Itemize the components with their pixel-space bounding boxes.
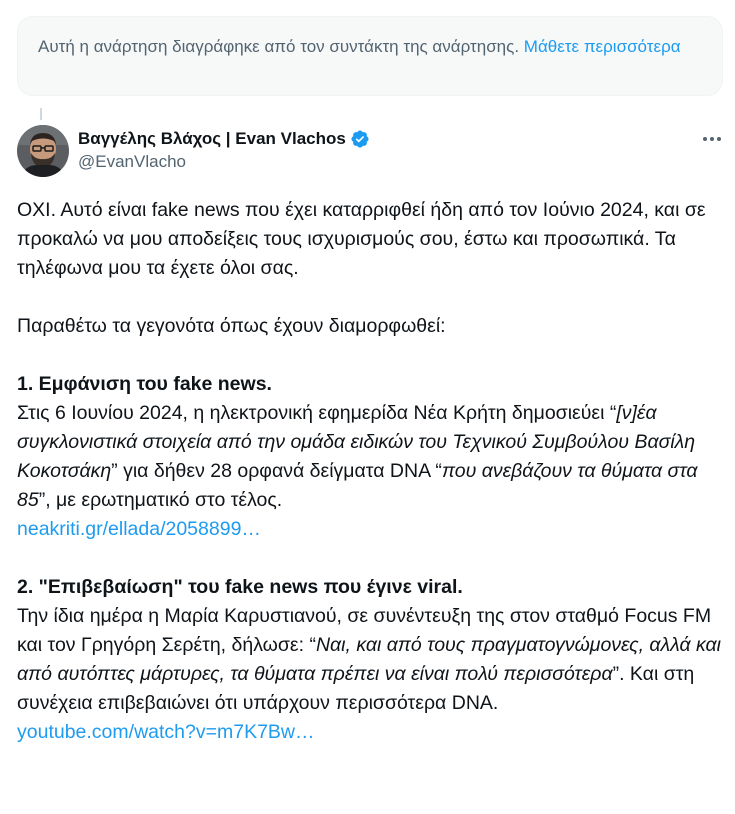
- more-options-icon[interactable]: [701, 129, 723, 149]
- section-2-text: Την ίδια ημέρα η Μαρία Καρυστιανού, σε συνέντευξη της στον σταθμό Focus FM και τον Γρηγόρη Σερέτη, δήλωσε: “Ναι, και από τους πραγματογνώμονες, αλλά και από αυτόπτες μάρτυρες, τα θύματα πρέπει να είναι πολύ περισσότερα”. Και στη συνέχεια επιβεβαιώνει ότι υπάρχουν περισσότερα DNA.: [17, 605, 721, 714]
- verified-badge-icon: [350, 129, 370, 149]
- learn-more-link[interactable]: Μάθετε περισσότερα: [523, 37, 681, 56]
- author-name[interactable]: Βαγγέλης Βλάχος | Evan Vlachos: [78, 129, 346, 148]
- neakriti-link[interactable]: neakriti.gr/ellada/2058899…: [17, 518, 261, 540]
- tweet-text: [17, 196, 723, 747]
- tweet-paragraph-intro: ΟΧΙ. Αυτό είναι fake news που έχει καταρριφθεί ήδη από τον Ιούνιο 2024, και σε προκαλώ να μου αποδείξεις τους ισχυρισμούς σου, έστω και προσωπικά. Τα τηλέφωνα μου τα έχετε όλοι σας.: [17, 199, 706, 279]
- thread-connector-line: [40, 108, 42, 120]
- section-2-quote: Ναι, και από τους πραγματογνώμονες, αλλά και από αυτόπτες μάρτυρες, τα θύματα πρέπει να είναι πολύ περισσότερα: [17, 634, 721, 685]
- avatar-image: [17, 125, 69, 177]
- youtube-link[interactable]: youtube.com/watch?v=m7K7Bw…: [17, 721, 315, 743]
- author-name-row: [78, 127, 370, 151]
- section-1-quote-1: [ν]έα συγκλονιστικά στοιχεία από την ομάδα ειδικών του Τεχνικού Συμβούλου Βασίλη Κοκοτσάκη: [17, 402, 696, 482]
- section-2-heading: 2. "Επιβεβαίωση" του fake news που έγινε viral.: [17, 576, 463, 598]
- deleted-post-notice-text: Αυτή η ανάρτηση διαγράφηκε από τον συντάκτη της ανάρτησης.: [38, 37, 524, 56]
- section-1-heading: 1. Εμφάνιση του fake news.: [17, 373, 272, 395]
- deleted-post-notice: [17, 16, 723, 96]
- author-handle[interactable]: @EvanVlacho: [78, 152, 186, 171]
- avatar[interactable]: [17, 125, 69, 177]
- section-1-quote-2: που ανεβάζουν τα θύματα στα 85: [17, 460, 698, 511]
- tweet-paragraph-facts-intro: Παραθέτω τα γεγονότα όπως έχουν διαμορφωθεί:: [17, 315, 446, 337]
- section-1-text: Στις 6 Ιουνίου 2024, η ηλεκτρονική εφημερίδα Νέα Κρήτη δημοσιεύει “[ν]έα συγκλονιστικά στοιχεία από την ομάδα ειδικών του Τεχνικού Συμβούλου Βασίλη Κοκοτσάκη” για δήθεν 28 ορφανά δείγματα DNA “που ανεβάζουν τα θύματα στα 85”, με ερωτηματικό στο τέλος.: [17, 402, 698, 511]
